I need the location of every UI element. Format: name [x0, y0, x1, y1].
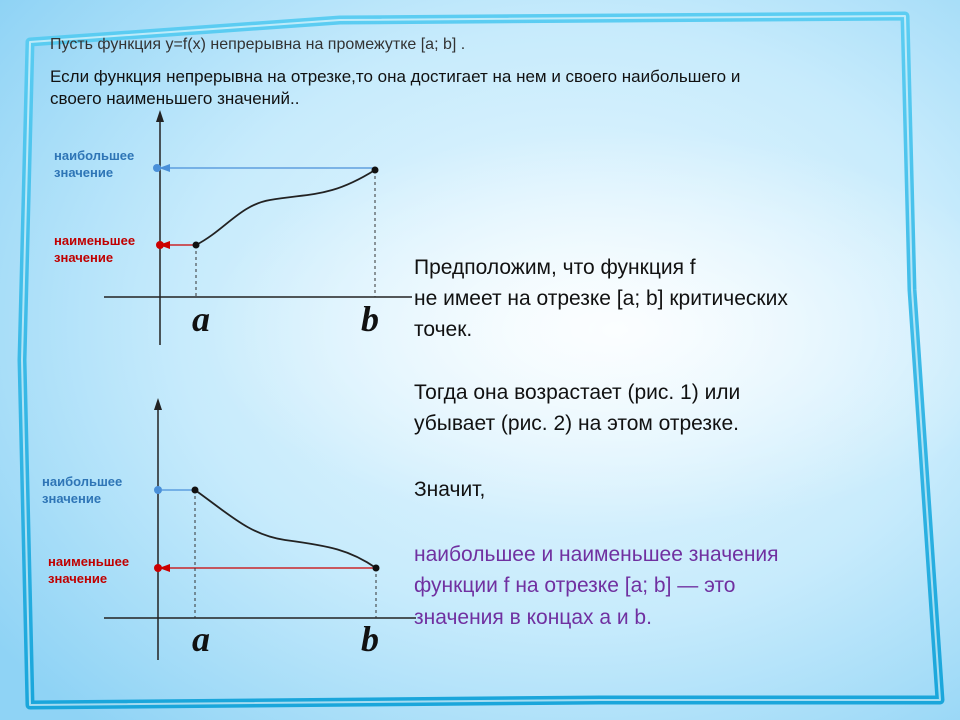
max-label-1-line-1: наибольшее — [54, 148, 135, 163]
header-line-1: Пусть функция y=f(x) непрерывна на промежутке [a; b] . — [50, 36, 466, 53]
max-label-1-line-2: значение — [54, 165, 114, 180]
min-label-2-line-2: значение — [48, 571, 108, 586]
text-p1-line-1: Предположим, что функция f — [414, 256, 696, 279]
max-label-2-line-1: наибольшее — [42, 474, 123, 489]
a-label-1: a — [192, 299, 210, 339]
min-marker-1 — [156, 241, 164, 249]
min-label-2-line-1: наименьшее — [48, 554, 130, 569]
max-value-label-1 — [54, 147, 134, 181]
curve-end-point-2 — [373, 565, 380, 572]
text-p1-line-3: точек. — [414, 318, 473, 341]
curve-end-point-1 — [372, 167, 379, 174]
curve-start-point-2 — [192, 487, 199, 494]
max-marker-2 — [154, 486, 162, 494]
curve-start-point-1 — [193, 242, 200, 249]
min-label-1-line-1: наименьшее — [54, 233, 136, 248]
text-conclusion-line-3: значения в концах a и b. — [414, 606, 652, 629]
b-label-1: b — [361, 299, 379, 339]
a-label-2: a — [192, 619, 210, 659]
max-label-2-line-2: значение — [42, 491, 102, 506]
text-p1-line-2: не имеет на отрезке [a; b] критических — [414, 287, 788, 310]
b-label-2: b — [361, 619, 379, 659]
text-conclusion-line-2: функции f на отрезке [a; b] — это — [414, 574, 736, 597]
text-conclusion-line-1: наибольшее и наименьшее значения — [414, 543, 779, 566]
text-p3: Значит, — [414, 478, 486, 501]
min-value-label-2 — [48, 553, 129, 587]
min-marker-2 — [154, 564, 162, 572]
max-marker-1 — [153, 164, 161, 172]
header-line-2b: своего наименьшего значений.. — [50, 89, 300, 108]
header-line-2a: Если функция непрерывна на отрезке,то она достигает на нем и своего наибольшего и — [50, 67, 741, 86]
min-label-1-line-2: значение — [54, 250, 114, 265]
min-value-label-1 — [54, 232, 135, 266]
max-value-label-2 — [42, 473, 122, 507]
text-p2-line-1: Тогда она возрастает (рис. 1) или — [414, 381, 741, 404]
text-p2-line-2: убывает (рис. 2) на этом отрезке. — [414, 412, 739, 435]
